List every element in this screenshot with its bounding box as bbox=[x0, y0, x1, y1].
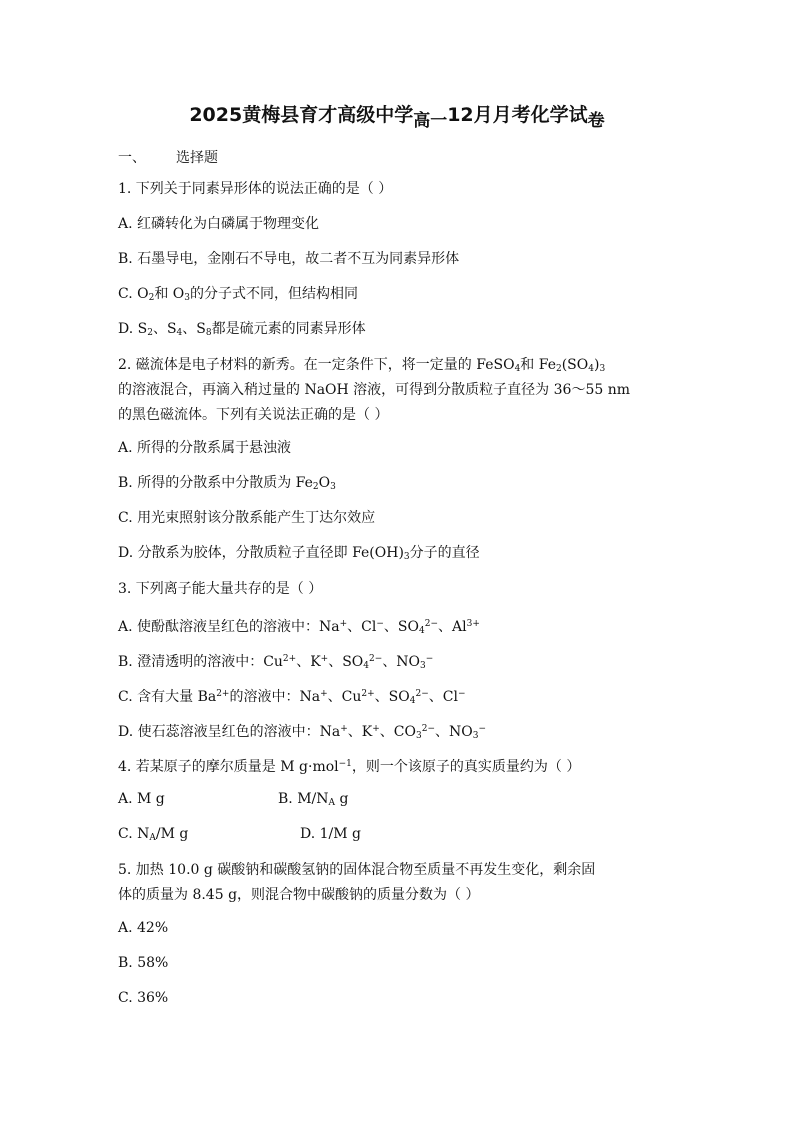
question-5-option-c: C. 36% bbox=[118, 990, 169, 1006]
question-4-option-c: C. $N_A/M$ g bbox=[118, 826, 189, 843]
question-2-option-a: A. 所得的分散系属于悬浊液 bbox=[118, 440, 292, 456]
section-heading: 一、 选择题 bbox=[118, 150, 218, 166]
question-3-option-b: B. 澄清透明的溶液中：$Cu^{2+}$、K+、$SO_4^{2-}$、$NO_3^-$ bbox=[118, 654, 434, 671]
question-5-option-b: B. 58% bbox=[118, 955, 169, 971]
question-4-option-a: A. M g bbox=[118, 791, 165, 807]
question-5-stem-line-1: 5. 加热 10.0 g 碳酸钠和碳酸氢钠的固体混合物至质量不再发生变化，剩余固 bbox=[118, 862, 596, 878]
question-2-option-b: B. 所得的分散系中分散质为 $Fe_2O_3$ bbox=[118, 475, 336, 492]
question-2-stem-line-1: 2. 磁流体是电子材料的新秀。在一定条件下，将一定量的 FeSO$_4$和 $Fe_2(SO_4)_3$ bbox=[118, 357, 606, 374]
question-3-option-a: A. 使酚酞溶液呈红色的溶液中：Na+、Cl−、$SO_4^{2-}$、$Al^{3+}$ bbox=[118, 619, 480, 636]
question-3-option-c: C. 含有大量 $Ba^{2+}$的溶液中：Na+、$Cu^{2+}$、$SO_4^{2-}$、Cl− bbox=[118, 689, 466, 706]
question-2-option-d: D. 分散系为胶体，分散质粒子直径即 $Fe(OH)_3$分子的直径 bbox=[118, 545, 480, 562]
question-4-option-d: D. 1/M g bbox=[300, 826, 361, 842]
question-4-options-ab bbox=[118, 788, 348, 814]
question-1-stem: 1. 下列关于同素异形体的说法正确的是（ ） bbox=[118, 181, 393, 197]
question-2-stem-line-2: 的溶液混合，再滴入稍过量的 NaOH 溶液，可得到分散质粒子直径为 36～55 nm bbox=[118, 382, 631, 398]
question-1-option-a: A. 红磷转化为白磷属于物理变化 bbox=[118, 216, 320, 232]
page-title: 2025黄梅县育才高级中学高一12月月考化学试卷 bbox=[189, 104, 605, 131]
question-3-stem: 3. 下列离子能大量共存的是（ ） bbox=[118, 581, 323, 597]
question-4-options-cd bbox=[118, 823, 361, 849]
question-1-option-d: D. $S_2$、$S_4$、$S_8$都是硫元素的同素异形体 bbox=[118, 321, 366, 338]
question-4-stem: 4. 若某原子的摩尔质量是 M g·mol$^{-1}$，则一个该原子的真实质量约为（ ） bbox=[118, 759, 581, 775]
question-5-stem-line-2: 体的质量为 8.45 g，则混合物中碳酸钠的质量分数为（ ） bbox=[118, 887, 480, 903]
question-5-option-a: A. 42% bbox=[118, 920, 169, 936]
question-1-option-c: C. $O_2$和 $O_3$的分子式不同，但结构相同 bbox=[118, 286, 358, 303]
question-2-stem-line-3: 的黑色磁流体。下列有关说法正确的是（ ） bbox=[118, 407, 389, 423]
question-2-option-c: C. 用光束照射该分散系能产生丁达尔效应 bbox=[118, 510, 376, 526]
question-1-option-b: B. 石墨导电，金刚石不导电，故二者不互为同素异形体 bbox=[118, 251, 460, 267]
question-4-option-b: B. $M/N_A$ g bbox=[278, 791, 349, 808]
question-3-option-d: D. 使石蕊溶液呈红色的溶液中：Na+、K+、$CO_3^{2-}$、$NO_3^-$ bbox=[118, 724, 487, 741]
